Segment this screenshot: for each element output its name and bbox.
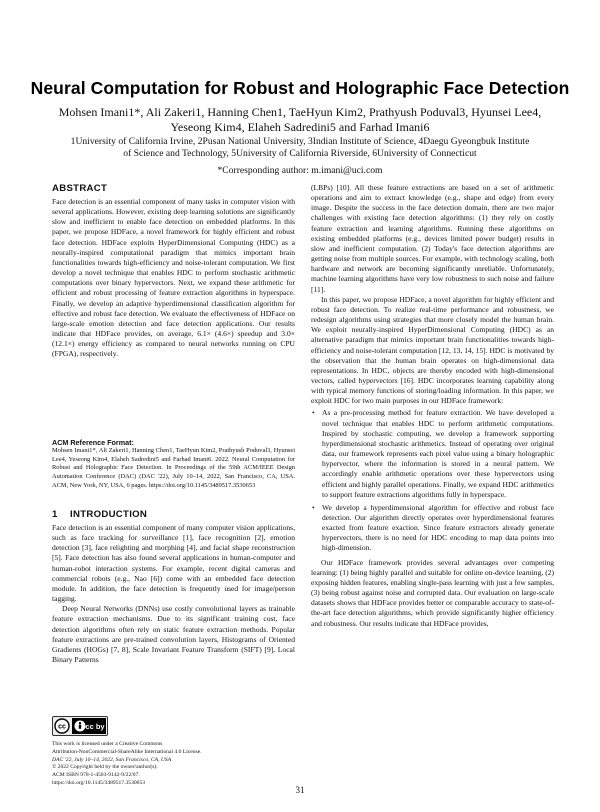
section-number: 1: [52, 509, 58, 520]
intro-paragraph-1: Face detection is an essential component of many computer vision applications, such as face tracking for surveillance [1], face recognition [2], emotion detection [3], face relighting and morphing [4], and facial shape reconstruction [5]. Face detection has also found several applications in human-computer and human-robot interaction systems. For example, recent digital cameras and commercial robots (e.g., Nao [6]) come with an embedded face detection module. In addition, the face detection is frequently used for image/person tagging.: [52, 523, 295, 604]
abstract-section: [52, 197, 295, 360]
introduction-heading: [52, 509, 147, 520]
license-line: DAC '22, July 10–14, 2022, San Francisco, CA, USA: [52, 756, 172, 763]
section-title: INTRODUCTION: [70, 509, 148, 520]
author-line-2: Yeseong Kim4, Elaheh Sadredini5 and Farhad Imani6: [170, 120, 430, 134]
affiliation-line-2: of Science and Technology, 5University of California Riverside, 6University of Connecticut: [123, 148, 477, 159]
cc-label: cc by: [85, 722, 105, 731]
author-line-1: Mohsen Imani1*, Ali Zakeri1, Hanning Chen1, TaeHyun Kim2, Prathyush Poduval3, Hyunsei Lee4,: [58, 105, 542, 119]
intro-paragraph-3: (LBPs) [10]. All these feature extractions are based on a set of arithmetic operations and aim to extract knowledge (e.g., shape and edge) from every image. Despite the success in the face detection domain, there are two major challenges with existing face detection algorithms: (1) they rely on costly feature extraction and learning algorithms. Running these algorithms on existing embedded platforms (e.g., devices limited power budget) results in slow and inefficient computation. (2) Today's face detection algorithms are getting noise from multiple sources. For example, with technology scaling, both hardware and network are becoming significantly unreliable. Unfortunately, machine learning algorithms have very low robustness to such noise and failure [11].: [311, 183, 554, 294]
acm-reference-text: Mohsen Imani1*, Ali Zakeri1, Hanning Chen1, TaeHyun Kim2, Prathyush Poduval3, Hyunsei Lee4, Yeseong Kim4, Elaheh Sadredini5 and Farhad Imani6. 2022. Neural Computation for Robust and Holographic Face Detection. In Proceedings of the 59th ACM/IEEE Design Automation Conference (DAC) (DAC '22), July 10–14, 2022, San Francisco, CA, USA. ACM, New York, NY, USA, 6 pages. https://doi.org/10.1145/3489517.3530653: [52, 447, 295, 489]
license-line: This work is licensed under a Creative Commons: [52, 741, 163, 747]
intro-paragraph-2: Deep Neural Networks (DNNs) use costly convolutional layers as trainable feature extraction mechanisms. Due to its significant training cost, face detection algorithms often rely on static feature extraction methods. Popular feature extractions are pre-trained convolution layers, Histograms of Oriented Gradients (HOGs) [7, 8], Scale Invariant Feature Transform (SIFT) [9], Local Binary Patterns: [52, 604, 295, 665]
bullet-icon: •: [312, 408, 315, 418]
introduction-right: [311, 183, 554, 629]
contribution-list: [311, 408, 554, 553]
cc-by-icon: [53, 717, 107, 735]
introduction-left: [52, 523, 295, 665]
list-item-text: We develop a hyperdimensional algorithm for effective and robust face detection. Our algorithm directly operates over hyperdimensional features exacted from feature exaction. Since feature extractors already generate hypervectors, there is no need for HDC encoding to map data points into high-dimension.: [322, 502, 554, 553]
list-item: [311, 408, 554, 499]
paper-title: Neural Computation for Robust and Holographic Face Detection: [30, 78, 570, 98]
doi-link[interactable]: https://doi.org/10.1145/3489517.3530653: [52, 779, 146, 786]
license-line: Attribution-NonCommercial-ShareAlike International 4.0 License.: [52, 748, 202, 755]
intro-paragraph-5: Our HDFace framework provides several advantages over competing learning: (1) being highly parallel and suitable for online on-device learning, (2) exposing hidden features, enabling single-pass learning with just a few samples, (3) being robust against noise and corrupted data. Our evaluation on large-scale datasets shows that HDFace provides better or comparable accuracy to state-of-the-art face detection algorithms, which provide significantly higher efficiency and robustness. Our results indicate that HDFace provides,: [311, 557, 554, 628]
corresponding-author: *Corresponding author: m.imani@uci.com: [217, 165, 383, 176]
list-item-text: As a pre-processing method for feature extraction. We have developed a novel technique that enables HDC to perform arithmetic computations. Inspired by stochastic computing, we develop a framework supporting hyperdimensional stochastic arithmetics. Instead of operating over original data, our framework represents each pixel value using a binary holographic hypervector, where the information is stored in a neural pattern. We accordingly enable arithmetic operations over these hypervectors using efficient and highly parallel operations. Finally, we expand HDC arithmetics to support feature extractions algorithms fully in hyperspace.: [322, 408, 554, 499]
affiliations: [50, 136, 550, 160]
author-list: [50, 105, 550, 135]
creative-commons-badge[interactable]: [52, 716, 108, 736]
abstract-heading: ABSTRACT: [52, 183, 108, 194]
license-block: [52, 741, 295, 788]
page-number: 31: [295, 785, 305, 795]
svg-text:cc: cc: [58, 723, 66, 731]
affiliation-line-1: 1University of California Irvine, 2Pusan National University, 3Indian Institute of Science, 4Daegu Gyeongbuk Institute: [70, 136, 530, 147]
bullet-icon: •: [312, 502, 315, 512]
list-item: [311, 503, 554, 554]
acm-reference-heading: ACM Reference Format:: [52, 438, 134, 447]
intro-paragraph-4: In this paper, we propose HDFace, a novel algorithm for highly efficient and robust face detection. To realize real-time performance and robustness, we redesign algorithms using strategies that more closely model the human brain. We exploit neurally-inspired HyperDimensional Computing (HDC) as an alternative paradigm that mimics important brain functionalities towards high-efficiency and noise-tolerant computation [12, 13, 14, 15]. HDC is motivated by the observation that the human brain operates on high-dimensional data representations. In HDC, objects are thereby encoded with high-dimensional vectors, called hypervectors [16]. HDC incorporates learning capability along with typical memory functions of storing/loading information. In this paper, we exploit HDC for two main purposes in our HDFace framework:: [311, 294, 554, 406]
abstract-text: Face detection is an essential component of many tasks in computer vision with several applications. However, existing deep learning solutions are significantly slow and inefficient to enable face detection on embedded platforms. In this paper, we propose HDFace, a novel framework for highly efficient and robust face detection. HDFace exploits HyperDimensional Computing (HDC) as a neurally-inspired computational paradigm that mimics important brain functionalities towards high-efficiency and noise-tolerant computation. We first develop a novel technique that enables HDC to perform stochastic arithmetic computations over binary hypervectors. Next, we expand these arithmetic for efficient and robust processing of feature extraction algorithms in hyperspace. Finally, we develop an adaptive hyperdimensional classification algorithm for effective and robust face detection. We evaluate the effectiveness of HDFace on large-scale emotion detection and face detection applications. Our results indicate that HDFace provides, on average, 6.1× (4.6×) speedup and 3.0× (12.1×) energy efficiency as compared to neural networks running on CPU (FPGA), respectively.: [52, 197, 295, 359]
license-line: © 2022 Copyright held by the owner/author(s).: [52, 764, 158, 771]
license-line: ACM ISBN 978-1-4503-9142-9/22/07.: [52, 772, 140, 779]
